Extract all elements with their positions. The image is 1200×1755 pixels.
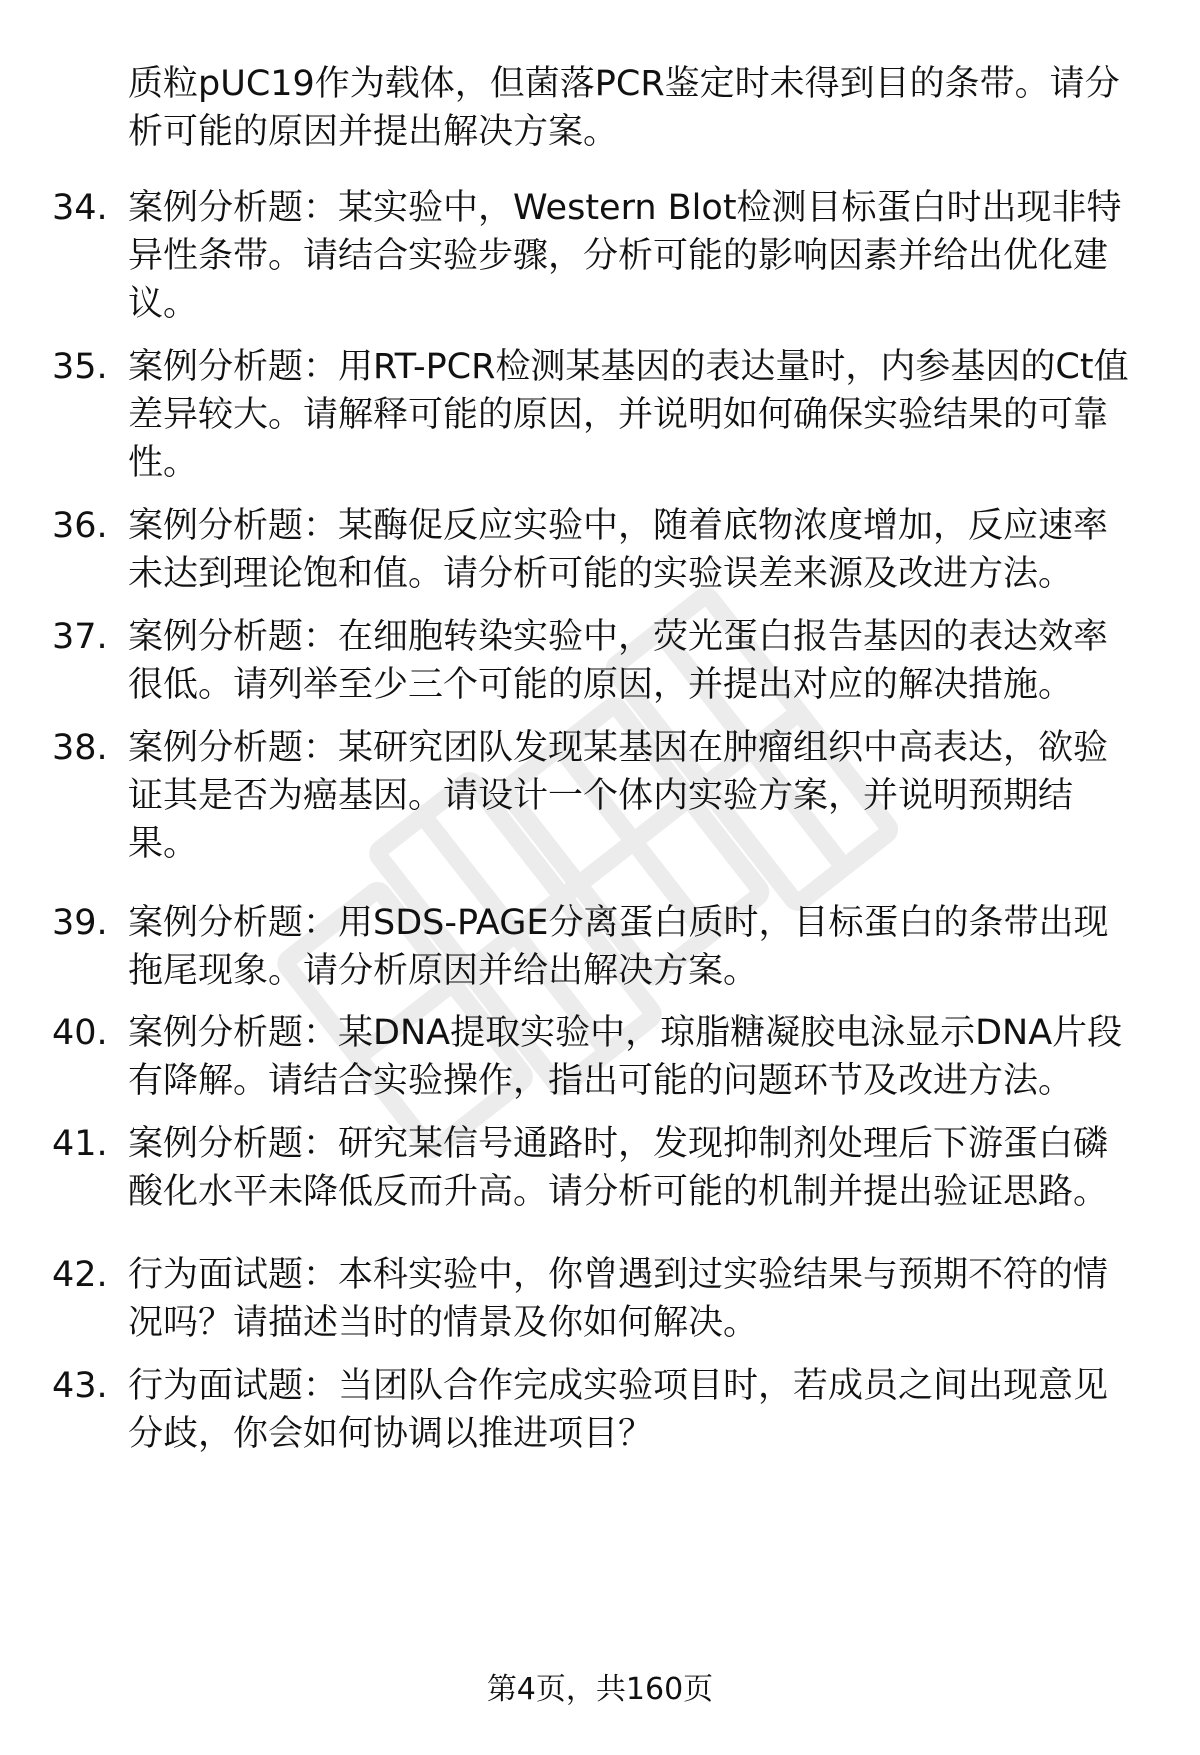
question-text: 案例分析题：某酶促反应实验中，随着底物浓度增加，反应速率未达到理论饱和值。请分析可能的实验误差来源及改进方法。 <box>128 506 1109 594</box>
lead-paragraph: 质粒pUC19作为载体，但菌落PCR鉴定时未得到目的条带。请分析可能的原因并提出解决方案。 <box>128 64 1120 152</box>
question-text: 行为面试题：本科实验中，你曾遇到过实验结果与预期不符的情况吗？请描述当时的情景及你如何解决。 <box>128 1255 1109 1343</box>
question-number: 38. <box>52 728 108 768</box>
question-number: 40. <box>52 1013 108 1053</box>
question-number: 42. <box>52 1255 108 1295</box>
question-text: 案例分析题：某研究团队发现某基因在肿瘤组织中高表达，欲验证其是否为癌基因。请设计一个体内实验方案，并说明预期结果。 <box>128 728 1109 864</box>
question-number: 37. <box>52 617 108 657</box>
question-text: 案例分析题：研究某信号通路时，发现抑制剂处理后下游蛋白磷酸化水平未降低反而升高。请分析可能的机制并提出验证思路。 <box>128 1124 1109 1212</box>
question-text: 案例分析题：某DNA提取实验中，琼脂糖凝胶电泳显示DNA片段有降解。请结合实验操作，指出可能的问题环节及改进方法。 <box>128 1013 1123 1101</box>
question-text: 行为面试题：当团队合作完成实验项目时，若成员之间出现意见分歧，你会如何协调以推进项目？ <box>128 1366 1109 1454</box>
question-number: 43. <box>52 1366 108 1406</box>
question-number: 35. <box>52 347 108 387</box>
question-number: 36. <box>52 506 108 546</box>
question-text: 案例分析题：用RT-PCR检测某基因的表达量时，内参基因的Ct值差异较大。请解释可能的原因，并说明如何确保实验结果的可靠性。 <box>128 347 1129 483</box>
question-text: 案例分析题：在细胞转染实验中，荧光蛋白报告基因的表达效率很低。请列举至少三个可能的原因，并提出对应的解决措施。 <box>128 617 1109 705</box>
page-footer: 第4页，共160页 <box>486 1672 714 1707</box>
question-number: 34. <box>52 188 108 228</box>
question-text: 案例分析题：某实验中，Western Blot检测目标蛋白时出现非特异性条带。请结合实验步骤，分析可能的影响因素并给出优化建议。 <box>128 188 1122 324</box>
question-number: 39. <box>52 903 108 943</box>
question-number: 41. <box>52 1124 108 1164</box>
question-text: 案例分析题：用SDS-PAGE分离蛋白质时，目标蛋白的条带出现拖尾现象。请分析原因并给出解决方案。 <box>128 903 1109 991</box>
